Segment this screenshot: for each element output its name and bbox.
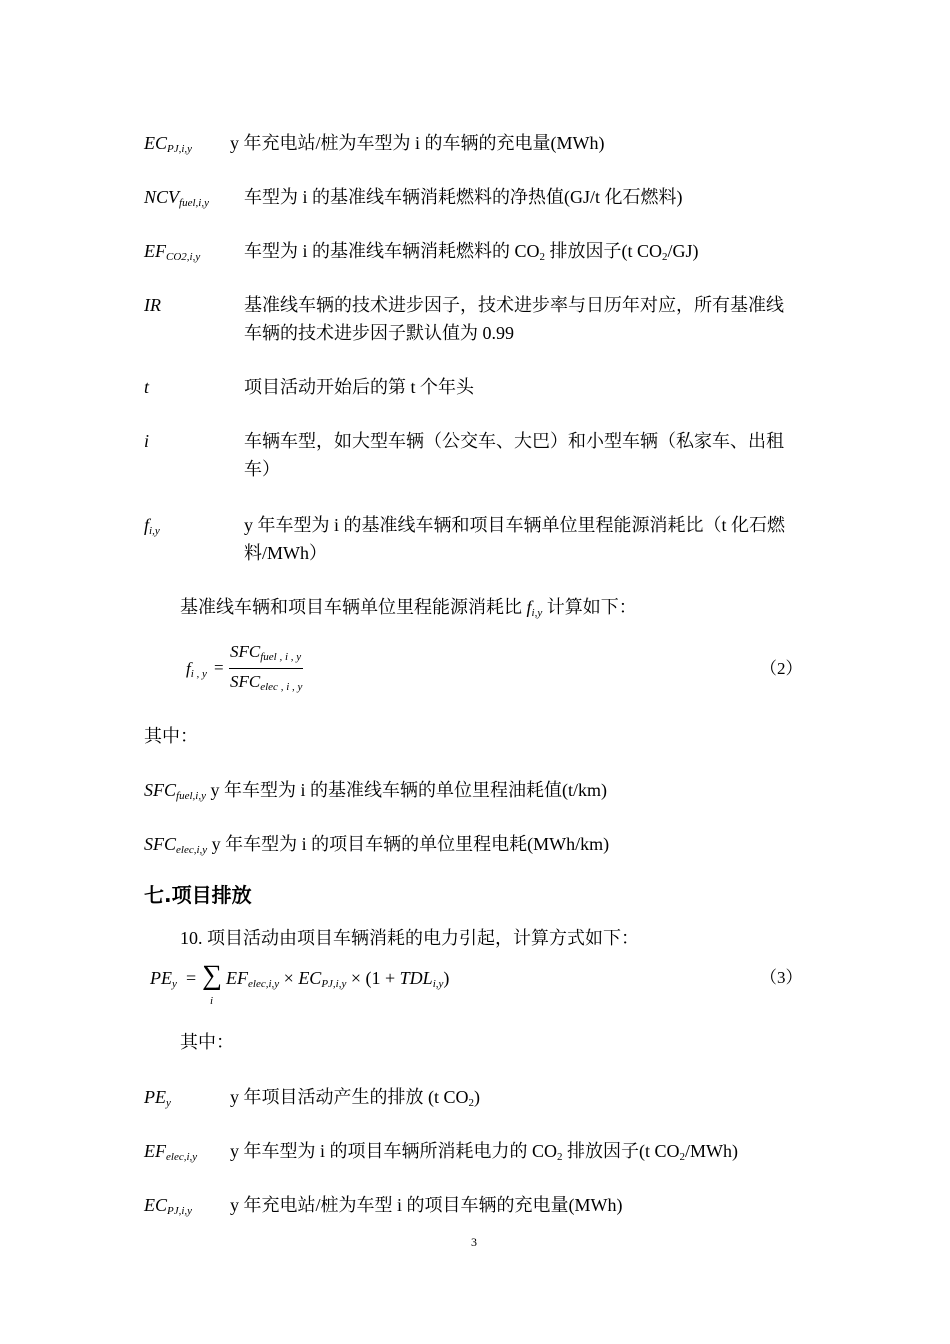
paragraph-10: 10. 项目活动由项目车辆消耗的电力引起，计算方式如下： xyxy=(180,928,639,948)
where-label-2: 其中： xyxy=(180,1032,234,1052)
symbol-ef-co2: $EF_{CO2,i,y}$ xyxy=(144,241,201,263)
definition-i-line2: 车） xyxy=(244,459,280,479)
symbol-t: t xyxy=(144,377,150,397)
eq2-denominator: $SFC_{elec , i , y}$ xyxy=(230,672,303,693)
eq3-sum-symbol: ∑ xyxy=(202,960,222,991)
definition-ir-line1: 基准线车辆的技术进步因子，技术进步率与日历年对应，所有基准线 xyxy=(244,295,784,315)
intro-f-paragraph: 基准线车辆和项目车辆单位里程能源消耗比 $f_{i,y}$ 计算如下： xyxy=(180,597,637,619)
eq3-sum-index: i xyxy=(210,995,214,1007)
symbol-pe: $PE_y$ xyxy=(144,1087,171,1109)
symbol-i: i xyxy=(144,431,150,451)
definition-t: 项目活动开始后的第 t 个年头 xyxy=(244,377,474,397)
definition-ir-line2: 车辆的技术进步因子默认值为 0.99 xyxy=(244,323,514,343)
definition-ec-pj-bottom: y 年充电站/桩为车型 i 的项目车辆的充电量(MWh) xyxy=(230,1195,623,1215)
eq2-fraction-bar xyxy=(229,668,303,669)
definition-ec-pj: y 年充电站/桩为车型为 i 的车辆的充电量(MWh) xyxy=(230,133,605,153)
definition-ncv: 车型为 i 的基准线车辆消耗燃料的净热值(GJ/t 化石燃料) xyxy=(244,187,683,207)
symbol-ir: IR xyxy=(144,295,161,315)
eq2-equals: = xyxy=(214,658,224,677)
eq3-rhs: $EF_{elec,i,y} \times EC_{PJ,i,y} \times (1 + TDL_{i,y})$ xyxy=(226,968,450,990)
eq3-equals: = xyxy=(186,968,197,988)
sfc-fuel-definition: $SFC_{fuel,i,y}$ y 年车型为 i 的基准线车辆的单位里程油耗值(t/km) xyxy=(144,780,607,802)
symbol-ef-elec: $EF_{elec,i,y}$ xyxy=(144,1141,198,1163)
eq2-lhs: $f_{i , y}$ xyxy=(186,659,207,680)
definition-f-line2: 料/MWh） xyxy=(244,543,327,563)
sfc-elec-definition: $SFC_{elec,i,y}$ y 年车型为 i 的项目车辆的单位里程电耗(MWh/km) xyxy=(144,834,610,856)
definition-pe: y 年项目活动产生的排放 (t CO2) xyxy=(230,1087,480,1109)
eq2-numerator: $SFC_{fuel , i , y}$ xyxy=(230,642,302,663)
symbol-f: $f_{i,y}$ xyxy=(144,515,160,537)
where-label-1: 其中： xyxy=(144,726,198,746)
symbol-ec-pj: $EC_{PJ,i,y}$ xyxy=(144,133,193,155)
definition-ef-elec: y 年车型为 i 的项目车辆所消耗电力的 CO2 排放因子(t CO2/MWh) xyxy=(230,1141,739,1163)
eq3-lhs: $PE_y$ xyxy=(150,968,177,990)
page-number: 3 xyxy=(471,1235,477,1249)
eq2-number: （2） xyxy=(760,659,803,678)
definition-i-line1: 车辆车型，如大型车辆（公交车、大巴）和小型车辆（私家车、出租 xyxy=(244,431,784,451)
definition-f-line1: y 年车型为 i 的基准线车辆和项目车辆单位里程能源消耗比（t 化石燃 xyxy=(244,515,785,535)
section-heading: 七.项目排放 xyxy=(144,883,252,907)
symbol-ec-pj-bottom: $EC_{PJ,i,y}$ xyxy=(144,1195,193,1217)
eq3-number: （3） xyxy=(760,968,803,987)
definition-ef-co2: 车型为 i 的基准线车辆消耗燃料的 CO2 排放因子(t CO2/GJ) xyxy=(244,241,699,263)
symbol-ncv: $NCV_{fuel,i,y}$ xyxy=(144,187,209,209)
